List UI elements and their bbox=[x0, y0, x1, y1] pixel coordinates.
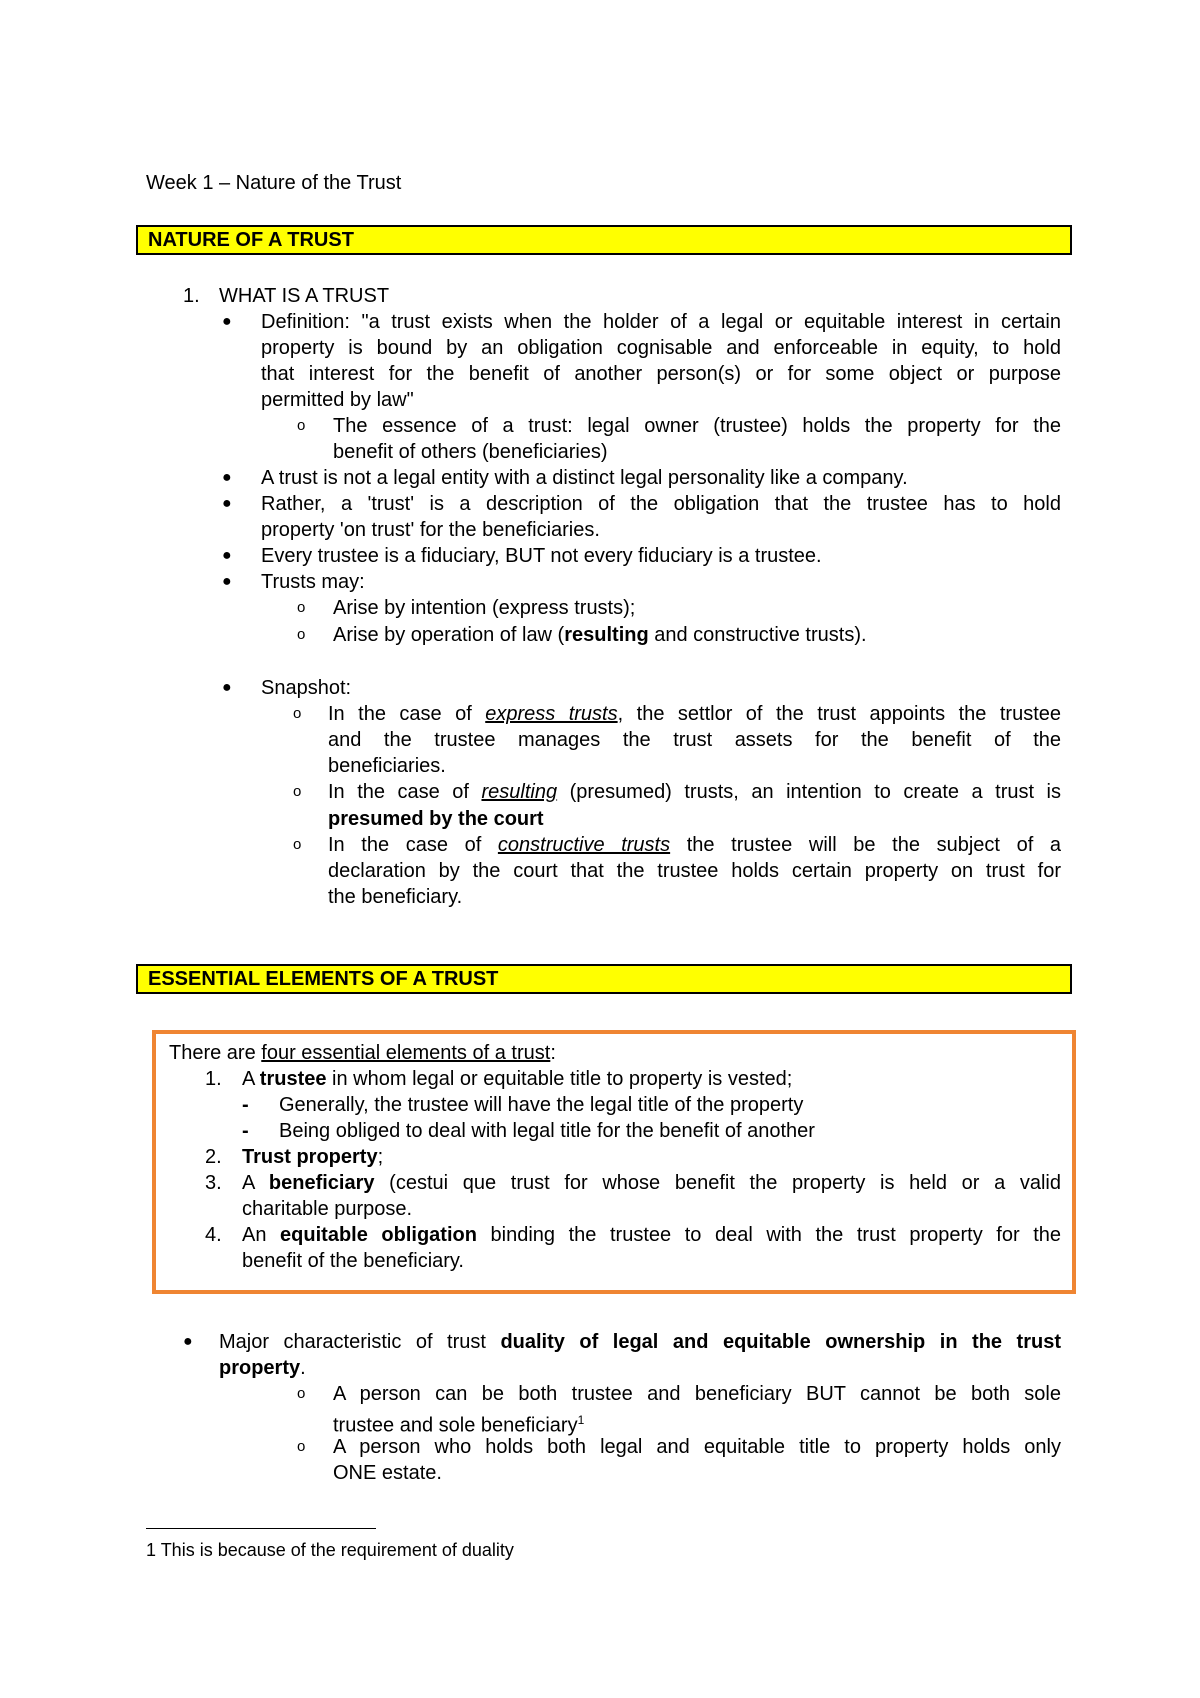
elements-intro: There are four essential elements of a trust: bbox=[169, 1042, 556, 1064]
element-obligation-line-1: An equitable obligation binding the trustee to deal with the trust property for the bbox=[242, 1224, 1061, 1246]
element-trust-property: Trust property; bbox=[242, 1146, 384, 1168]
circle-bullet-icon: o bbox=[293, 783, 302, 800]
bullet-rather-line-1: Rather, a 'trust' is a description of the obligation that the trustee has to hold bbox=[261, 493, 1061, 515]
essence-line-2: benefit of others (beneficiaries) bbox=[333, 441, 608, 463]
bullet-not-entity: A trust is not a legal entity with a distinct legal personality like a company. bbox=[261, 467, 908, 489]
element-number: 2. bbox=[205, 1146, 222, 1168]
snapshot-express-line-3: beneficiaries. bbox=[328, 755, 446, 777]
major-characteristic-line-2: property. bbox=[219, 1357, 306, 1379]
duality-point-2-line-1: A person who holds both legal and equitable title to property holds only bbox=[333, 1436, 1061, 1458]
dash-icon: - bbox=[242, 1094, 249, 1116]
bullet-icon: ● bbox=[222, 573, 232, 590]
element-trustee: A trustee in whom legal or equitable title to property is vested; bbox=[242, 1068, 793, 1090]
snapshot-resulting-line-2: presumed by the court bbox=[328, 808, 544, 830]
trusts-may-operation: Arise by operation of law (resulting and constructive trusts). bbox=[333, 624, 867, 646]
definition-line-4: permitted by law" bbox=[261, 389, 414, 411]
essence-line-1: The essence of a trust: legal owner (trustee) holds the property for the bbox=[333, 415, 1061, 437]
bullet-icon: ● bbox=[222, 313, 232, 330]
trustee-dash-2: Being obliged to deal with legal title for the benefit of another bbox=[279, 1120, 815, 1142]
bullet-rather-line-2: property 'on trust' for the beneficiaries. bbox=[261, 519, 600, 541]
duality-point-1-line-2: trustee and sole beneficiary$^1$ bbox=[333, 1413, 585, 1437]
bullet-icon: ● bbox=[222, 495, 232, 512]
section-heading-nature: NATURE OF A TRUST bbox=[136, 225, 1072, 255]
circle-bullet-icon: o bbox=[297, 1385, 306, 1402]
bullet-trusts-may: Trusts may: bbox=[261, 571, 365, 593]
snapshot-constructive-line-1: In the case of constructive trusts the trustee will be the subject of a bbox=[328, 834, 1061, 856]
element-number: 4. bbox=[205, 1224, 222, 1246]
circle-bullet-icon: o bbox=[293, 836, 302, 853]
circle-bullet-icon: o bbox=[293, 705, 302, 722]
circle-bullet-icon: o bbox=[297, 626, 306, 643]
bullet-fiduciary: Every trustee is a fiduciary, BUT not every fiduciary is a trustee. bbox=[261, 545, 822, 567]
duality-point-1-line-1: A person can be both trustee and beneficiary BUT cannot be both sole bbox=[333, 1383, 1061, 1405]
definition-line-1: Definition: "a trust exists when the holder of a legal or equitable interest in certain bbox=[261, 311, 1061, 333]
bullet-icon: ● bbox=[222, 679, 232, 696]
element-beneficiary-line-1: A beneficiary (cestui que trust for whose benefit the property is held or a valid bbox=[242, 1172, 1061, 1194]
item-title: WHAT IS A TRUST bbox=[219, 285, 390, 307]
footnote-divider bbox=[146, 1528, 376, 1529]
element-number: 3. bbox=[205, 1172, 222, 1194]
element-number: 1. bbox=[205, 1068, 222, 1090]
definition-line-2: property is bound by an obligation cognisable and enforceable in equity, to hold bbox=[261, 337, 1061, 359]
element-beneficiary-line-2: charitable purpose. bbox=[242, 1198, 413, 1220]
bullet-snapshot: Snapshot: bbox=[261, 677, 352, 699]
section-heading-essential: ESSENTIAL ELEMENTS OF A TRUST bbox=[136, 964, 1072, 994]
snapshot-express-line-1: In the case of express trusts, the settlor of the trust appoints the trustee bbox=[328, 703, 1062, 725]
bullet-icon: ● bbox=[183, 1333, 193, 1350]
circle-bullet-icon: o bbox=[297, 599, 306, 616]
trustee-dash-1: Generally, the trustee will have the legal title of the property bbox=[279, 1094, 804, 1116]
dash-icon: - bbox=[242, 1120, 249, 1142]
item-number: 1. bbox=[183, 285, 200, 307]
snapshot-constructive-line-2: declaration by the court that the trustee holds certain property on trust for bbox=[328, 860, 1061, 882]
circle-bullet-icon: o bbox=[297, 417, 306, 434]
circle-bullet-icon: o bbox=[297, 1438, 306, 1455]
footnote: 1 This is because of the requirement of duality bbox=[146, 1540, 514, 1560]
footnote-ref[interactable]: 1 bbox=[577, 1413, 585, 1427]
major-characteristic-line-1: Major characteristic of trust duality of legal and equitable ownership in the trust bbox=[219, 1331, 1061, 1353]
duality-point-2-line-2: ONE estate. bbox=[333, 1462, 442, 1484]
element-obligation-line-2: benefit of the beneficiary. bbox=[242, 1250, 464, 1272]
page-title: Week 1 – Nature of the Trust bbox=[146, 172, 402, 194]
definition-line-3: that interest for the benefit of another person(s) or for some object or purpose bbox=[261, 363, 1061, 385]
trusts-may-intention: Arise by intention (express trusts); bbox=[333, 597, 636, 619]
snapshot-constructive-line-3: the beneficiary. bbox=[328, 886, 463, 908]
bullet-icon: ● bbox=[222, 469, 232, 486]
snapshot-resulting-line-1: In the case of resulting (presumed) trusts, an intention to create a trust is bbox=[328, 781, 1061, 803]
snapshot-express-line-2: and the trustee manages the trust assets for the benefit of the bbox=[328, 729, 1061, 751]
bullet-icon: ● bbox=[222, 547, 232, 564]
